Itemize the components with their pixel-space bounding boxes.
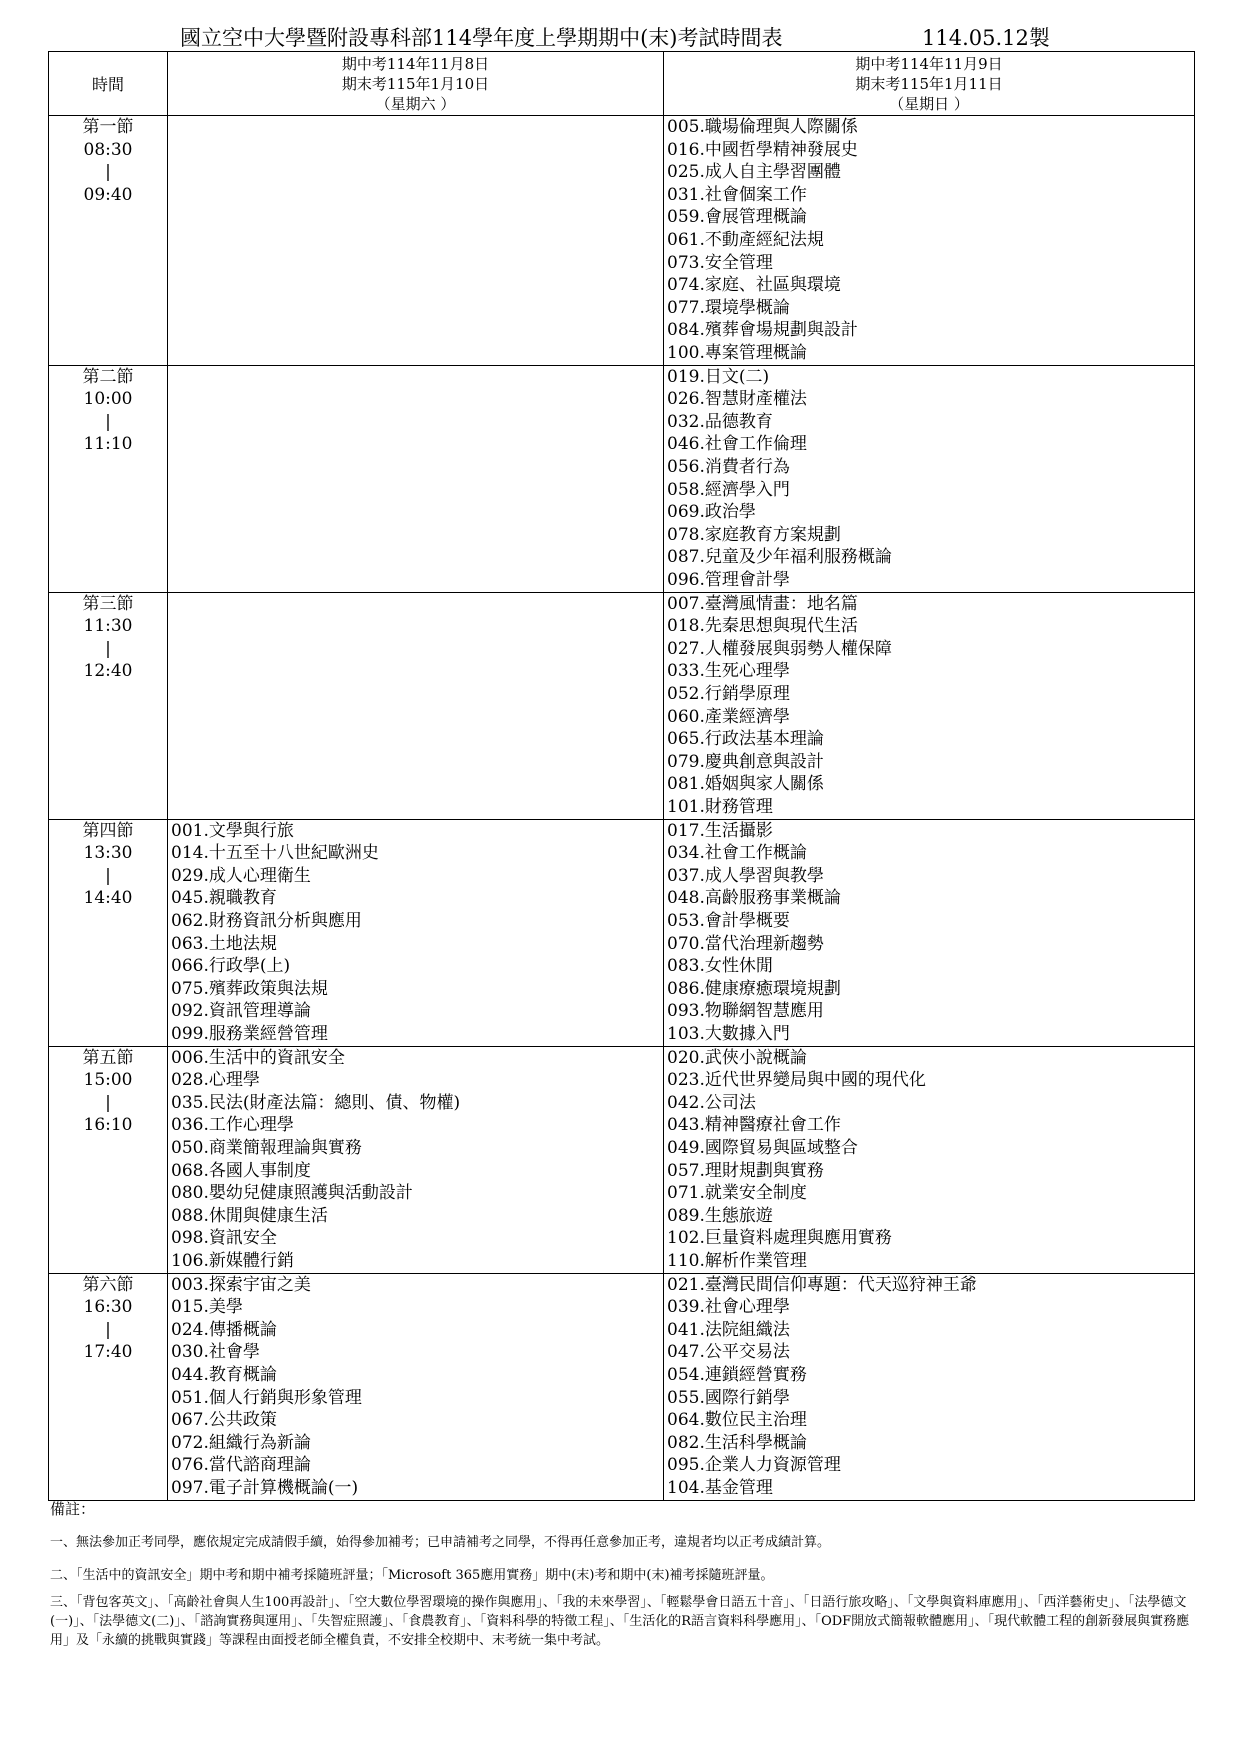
course-item: 028.心理學	[171, 1070, 260, 1091]
sunday-courses-cell	[664, 365, 1195, 592]
saturday-final-date: 期末考115年1月10日	[341, 75, 490, 93]
course-item: 037.成人學習與教學	[667, 865, 824, 886]
course-item: 036.工作心理學	[171, 1115, 294, 1136]
header-saturday	[168, 52, 664, 116]
page-title: 國立空中大學暨附設專科部114學年度上學期期中(末)考試時間表	[180, 26, 783, 50]
course-list	[168, 820, 663, 1046]
saturday-courses-cell	[168, 1273, 664, 1500]
sessions-body	[49, 116, 1195, 1501]
remark-1: 一、無法參加正考同學，應依規定完成請假手續，始得參加補考；已申請補考之同學，不得再任意參加正考，違規者均以正考成績計算。	[50, 1535, 831, 1550]
sunday-midterm-date: 期中考114年11月9日	[855, 55, 1003, 73]
session-time-cell	[49, 1273, 168, 1500]
course-item: 016.中國哲學精神發展史	[667, 139, 858, 160]
course-item: 083.女性休閒	[667, 956, 773, 977]
course-item: 003.探索宇宙之美	[171, 1274, 311, 1295]
session-end-time: 12:40	[83, 661, 133, 682]
course-item: 021.臺灣民間信仰專題：代天巡狩神王爺	[667, 1274, 977, 1295]
course-item: 017.生活攝影	[667, 820, 773, 841]
session-row	[49, 592, 1195, 819]
course-item: 054.連鎖經營實務	[667, 1364, 807, 1385]
session-row	[49, 819, 1195, 1046]
course-item: 066.行政學(上)	[171, 956, 291, 977]
sunday-courses-cell	[664, 1273, 1195, 1500]
header-sunday	[664, 52, 1195, 116]
course-item: 075.殯葬政策與法規	[171, 978, 328, 999]
session-row	[49, 1046, 1195, 1273]
header-row	[49, 52, 1195, 116]
course-item: 014.十五至十八世紀歐洲史	[171, 843, 379, 864]
remarks	[50, 1500, 1200, 1650]
course-list	[664, 116, 1194, 365]
course-item: 071.就業安全制度	[667, 1183, 807, 1204]
course-item: 007.臺灣風情畫：地名篇	[667, 593, 858, 614]
course-item: 073.安全管理	[667, 252, 773, 273]
session-row	[49, 365, 1195, 592]
course-item: 026.智慧財產權法	[667, 389, 807, 410]
session-end-time: 14:40	[83, 888, 133, 909]
made-date: 114.05.12製	[922, 26, 1050, 50]
session-separator: |	[105, 1319, 111, 1340]
session-time-cell	[49, 592, 168, 819]
session-separator: |	[105, 1092, 111, 1113]
course-item: 018.先秦思想與現代生活	[667, 616, 858, 637]
session-name: 第五節	[82, 1047, 134, 1068]
session-name: 第一節	[82, 117, 134, 137]
course-item: 057.理財規劃與實務	[667, 1160, 824, 1181]
remarks-label: 備註：	[50, 1500, 96, 1518]
course-item: 025.成人自主學習團體	[667, 162, 841, 183]
course-item: 106.新媒體行銷	[171, 1250, 294, 1271]
course-item: 097.電子計算機概論(一)	[171, 1477, 359, 1498]
course-item: 100.專案管理概論	[667, 342, 807, 363]
session-separator: |	[105, 638, 111, 659]
course-item: 079.慶典創意與設計	[667, 751, 824, 772]
course-item: 082.生活科學概論	[667, 1432, 807, 1453]
session-start-time: 15:00	[83, 1070, 133, 1091]
course-item: 095.企業人力資源管理	[667, 1455, 841, 1476]
course-item: 042.公司法	[667, 1092, 756, 1113]
session-end-time: 09:40	[83, 184, 133, 205]
session-time-cell	[49, 819, 168, 1046]
course-item: 015.美學	[171, 1297, 243, 1318]
title-row	[0, 22, 1241, 52]
session-name: 第二節	[82, 366, 134, 387]
session-name: 第六節	[82, 1274, 134, 1295]
course-item: 098.資訊安全	[171, 1228, 277, 1249]
course-item: 047.公平交易法	[667, 1342, 790, 1363]
course-item: 092.資訊管理導論	[171, 1001, 311, 1022]
course-item: 024.傳播概論	[171, 1319, 277, 1340]
course-item: 068.各國人事制度	[171, 1160, 311, 1181]
course-list	[664, 593, 1194, 819]
session-separator: |	[105, 865, 111, 886]
course-item: 099.服務業經營管理	[171, 1023, 328, 1044]
sunday-courses-cell	[664, 819, 1195, 1046]
course-item: 005.職場倫理與人際關係	[667, 117, 858, 137]
course-list	[664, 1274, 1194, 1500]
course-item: 065.行政法基本理論	[667, 729, 824, 750]
session-start-time: 11:30	[83, 616, 133, 637]
sunday-courses-cell	[664, 592, 1195, 819]
course-item: 033.生死心理學	[667, 661, 790, 682]
session-separator: |	[105, 162, 111, 183]
course-list	[168, 1047, 663, 1273]
remark-2: 二、「生活中的資訊安全」期中考和期中補考採隨班評量；「Microsoft 365應用實務」期中(末)考和期中(末)補考採隨班評量。	[50, 1568, 774, 1583]
course-item: 077.環境學概論	[667, 297, 790, 318]
course-item: 086.健康療癒環境規劃	[667, 978, 841, 999]
course-item: 044.教育概論	[171, 1364, 277, 1385]
course-item: 058.經濟學入門	[667, 479, 790, 500]
course-item: 048.高齡服務事業概論	[667, 888, 841, 909]
course-item: 060.產業經濟學	[667, 706, 790, 727]
course-item: 067.公共政策	[171, 1410, 277, 1431]
course-item: 084.殯葬會場規劃與設計	[667, 320, 858, 341]
saturday-midterm-date: 期中考114年11月8日	[341, 55, 490, 73]
course-item: 093.物聯網智慧應用	[667, 1001, 824, 1022]
course-item: 006.生活中的資訊安全	[171, 1047, 345, 1068]
course-item: 030.社會學	[171, 1342, 260, 1363]
course-item: 034.社會工作概論	[667, 843, 807, 864]
course-item: 053.會計學概要	[667, 910, 790, 931]
saturday-courses-cell	[168, 116, 664, 366]
course-item: 041.法院組織法	[667, 1319, 790, 1340]
session-end-time: 11:10	[83, 434, 133, 455]
session-end-time: 17:40	[83, 1342, 133, 1363]
course-item: 072.組織行為新論	[171, 1432, 311, 1453]
course-item: 061.不動產經紀法規	[667, 229, 824, 250]
session-start-time: 10:00	[83, 389, 133, 410]
course-item: 076.當代諮商理論	[171, 1455, 311, 1476]
course-item: 059.會展管理概論	[667, 207, 807, 228]
course-item: 104.基金管理	[667, 1477, 773, 1498]
course-item: 051.個人行銷與形象管理	[171, 1387, 362, 1408]
course-item: 039.社會心理學	[667, 1297, 790, 1318]
session-start-time: 13:30	[83, 843, 133, 864]
header-time-label: 時間	[49, 52, 168, 116]
remark-3: 三、「背包客英文」、「高齡社會與人生100再設計」、「空大數位學習環境的操作與應用」、「我的未來學習」、「輕鬆學會日語五十音」、「日語行旅攻略」、「文學與資料庫應用」、「西洋藝術史」、「法學德文(一)」、「法學德文(二)」、「諮詢實務與運用」、「失智症照護」、「食農教育」、「資料科學的特徵工程」、「生活化的R語言資料科學應用」、「ODF開放式簡報軟體應用」、「現代軟體工程的創新發展與實務應用」及「永續的挑戰與實踐」等課程由面授老師全權負責，不安排全校期中、末考統一集中考試。	[50, 1595, 1190, 1648]
course-item: 087.兒童及少年福利服務概論	[667, 547, 892, 568]
sunday-courses-cell	[664, 116, 1195, 366]
course-item: 056.消費者行為	[667, 456, 790, 477]
course-item: 020.武俠小說概論	[667, 1047, 807, 1068]
session-time-cell	[49, 1046, 168, 1273]
course-item: 080.嬰幼兒健康照護與活動設計	[171, 1183, 413, 1204]
course-item: 049.國際貿易與區域整合	[667, 1137, 858, 1158]
course-item: 050.商業簡報理論與實務	[171, 1137, 362, 1158]
course-item: 069.政治學	[667, 502, 756, 523]
course-item: 078.家庭教育方案規劃	[667, 524, 841, 545]
exam-schedule-table	[48, 51, 1195, 1501]
session-separator: |	[105, 411, 111, 432]
course-item: 102.巨量資料處理與應用實務	[667, 1228, 892, 1249]
course-list	[168, 1274, 663, 1500]
sunday-courses-cell	[664, 1046, 1195, 1273]
session-start-time: 08:30	[83, 139, 133, 160]
course-item: 081.婚姻與家人關係	[667, 774, 824, 795]
course-item: 019.日文(二)	[667, 366, 770, 387]
course-item: 088.休閒與健康生活	[171, 1205, 328, 1226]
course-item: 096.管理會計學	[667, 569, 790, 590]
course-item: 001.文學與行旅	[171, 820, 294, 841]
saturday-courses-cell	[168, 592, 664, 819]
course-item: 110.解析作業管理	[667, 1250, 807, 1271]
sunday-final-date: 期末考115年1月11日	[855, 75, 1003, 93]
course-item: 035.民法(財產法篇：總則、債、物權)	[171, 1092, 461, 1113]
session-end-time: 16:10	[83, 1115, 133, 1136]
course-item: 055.國際行銷學	[667, 1387, 790, 1408]
session-name: 第三節	[82, 593, 134, 614]
course-item: 046.社會工作倫理	[667, 434, 807, 455]
course-item: 101.財務管理	[667, 796, 773, 817]
course-item: 103.大數據入門	[667, 1023, 790, 1044]
session-name: 第四節	[82, 820, 134, 841]
session-row	[49, 116, 1195, 366]
course-item: 063.土地法規	[171, 933, 277, 954]
saturday-courses-cell	[168, 365, 664, 592]
saturday-courses-cell	[168, 1046, 664, 1273]
course-item: 064.數位民主治理	[667, 1410, 807, 1431]
session-row	[49, 1273, 1195, 1500]
course-item: 062.財務資訊分析與應用	[171, 910, 362, 931]
course-item: 029.成人心理衛生	[171, 865, 311, 886]
session-start-time: 16:30	[83, 1297, 133, 1318]
session-time-cell	[49, 365, 168, 592]
course-item: 027.人權發展與弱勢人權保障	[667, 638, 892, 659]
course-item: 031.社會個案工作	[667, 184, 807, 205]
course-list	[664, 366, 1194, 592]
course-item: 074.家庭、社區與環境	[667, 275, 841, 296]
course-item: 023.近代世界變局與中國的現代化	[667, 1070, 926, 1091]
saturday-courses-cell	[168, 819, 664, 1046]
course-item: 045.親職教育	[171, 888, 277, 909]
course-item: 052.行銷學原理	[667, 683, 790, 704]
saturday-weekday: （星期六 ）	[375, 95, 456, 113]
course-item: 089.生態旅遊	[667, 1205, 773, 1226]
session-time-cell	[49, 116, 168, 366]
sunday-weekday: （星期日 ）	[889, 95, 969, 113]
course-item: 043.精神醫療社會工作	[667, 1115, 841, 1136]
course-item: 032.品德教育	[667, 411, 773, 432]
course-list	[664, 1047, 1194, 1273]
course-list	[664, 820, 1194, 1046]
course-item: 070.當代治理新趨勢	[667, 933, 824, 954]
